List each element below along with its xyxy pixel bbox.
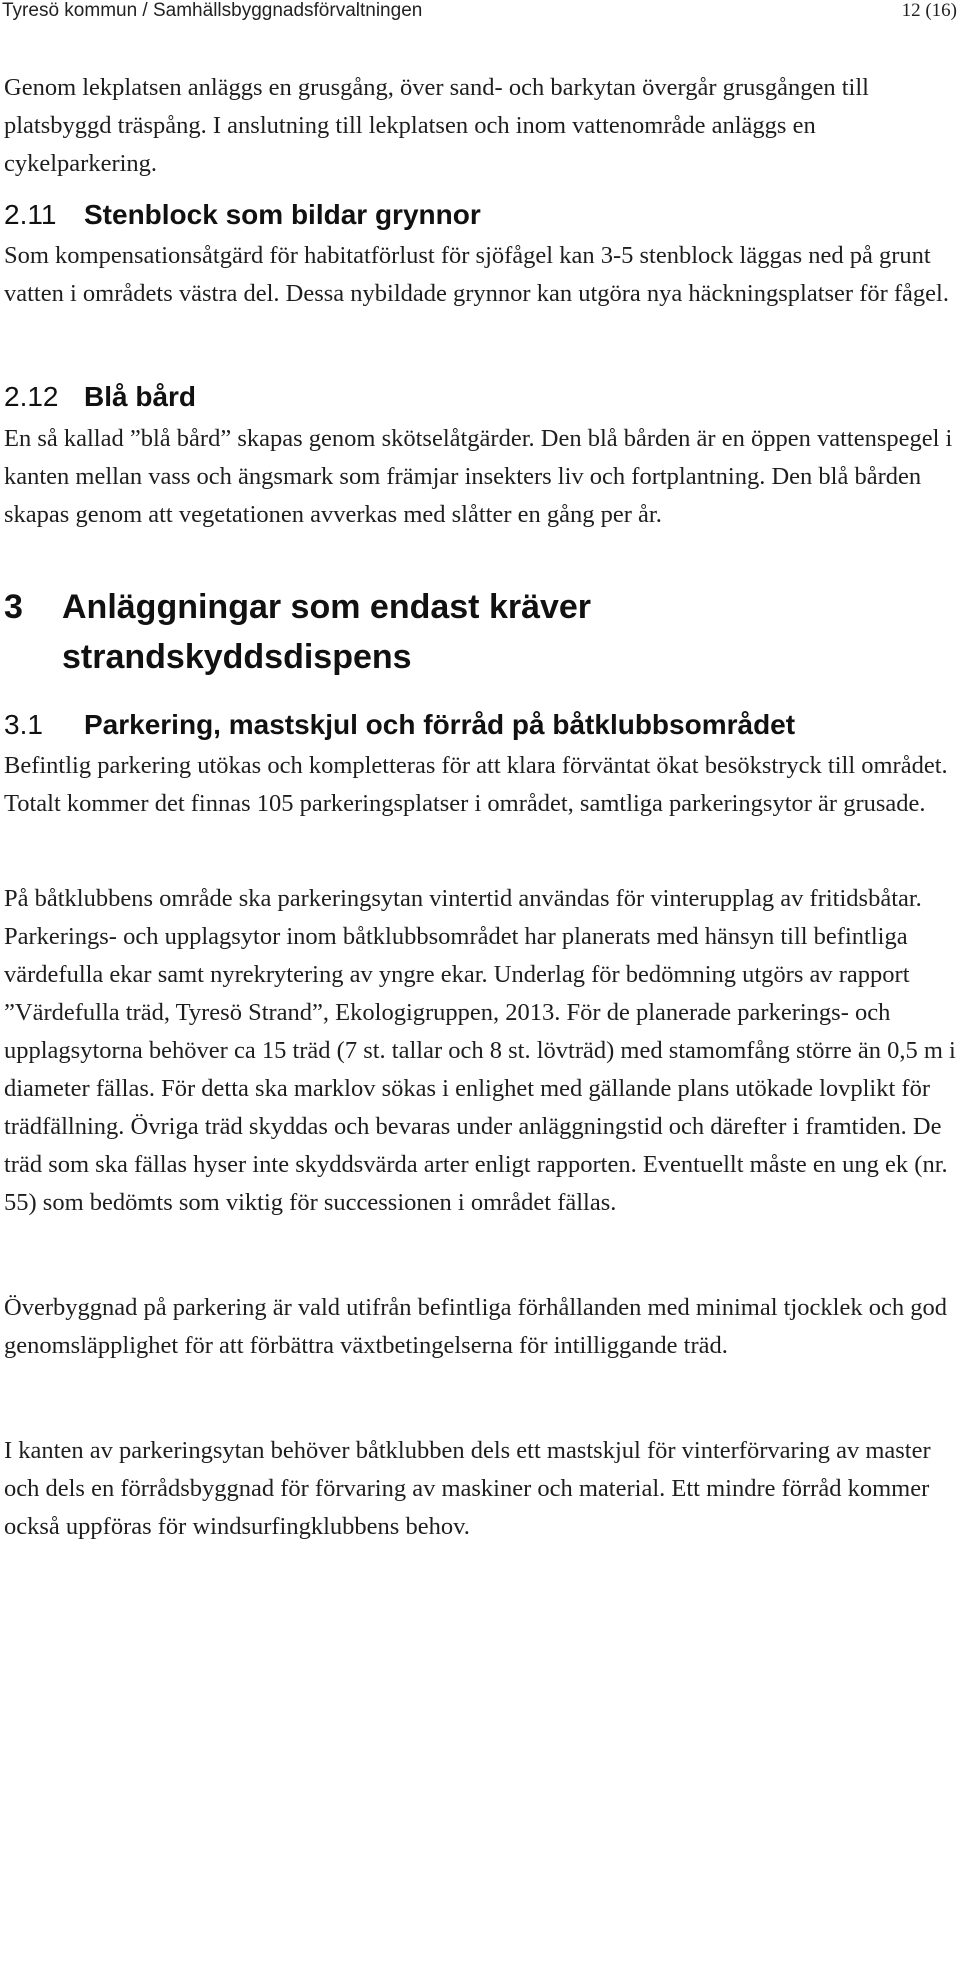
section-3-1-paragraph-1: Befintlig parkering utökas och kompletteras för att klara förväntat ökat besökstryck till området. Totalt kommer det finnas 105 parkeringsplatser i området, samtliga parkeringsytor är grusade. — [4, 752, 948, 817]
page-number: 12 (16) — [901, 0, 957, 21]
heading-title-line1: Anläggningar som endast kräver — [62, 588, 592, 626]
heading-title: Parkering, mastskjul och förråd på båtklubbsområdet — [84, 709, 796, 740]
heading-3-1 — [4, 708, 795, 742]
heading-number: 3 — [4, 588, 23, 626]
heading-2-11 — [4, 198, 481, 232]
section-2-11-paragraph: Som kompensationsåtgärd för habitatförlust för sjöfågel kan 3-5 stenblock läggas ned på grunt vatten i områdets västra del. Dessa nybildade grynnor kan utgöra nya häckningsplatser för fågel. — [4, 242, 949, 307]
section-3-1-paragraph-4: I kanten av parkeringsytan behöver båtklubben dels ett mastskjul för vinterförvaring av master och dels en förrådsbyggnad för förvaring av maskiner och material. Ett mindre förråd kommer också uppföras för windsurfingklubbens behov. — [4, 1437, 931, 1540]
page-header — [0, 0, 960, 30]
breadcrumb: Tyresö kommun / Samhällsbyggnadsförvaltningen — [2, 0, 423, 21]
section-3-1-paragraph-3: Överbyggnad på parkering är vald utifrån befintliga förhållanden med minimal tjocklek och god genomsläpplighet för att förbättra växtbetingelserna för intilliggande träd. — [4, 1294, 947, 1359]
heading-title: Blå bård — [84, 381, 197, 412]
section-2-12-paragraph: En så kallad ”blå bård” skapas genom skötselåtgärder. Den blå bården är en öppen vattenspegel i kanten mellan vass och ängsmark som främjar insekters liv och fortplantning. Den blå bården skapas genom att vegetationen avverkas med slåtter en gång per år. — [4, 425, 953, 528]
heading-3 — [4, 582, 591, 682]
heading-title-line2: strandskyddsdispens — [62, 638, 412, 676]
section-3-1-paragraph-2: På båtklubbens område ska parkeringsytan vintertid användas för vinterupplag av fritidsbåtar. Parkerings- och upplagsytor inom båtklubbsområdet har planerats med hänsyn till befintliga värdefulla ekar samt nyrekrytering av yngre ekar. Underlag för bedömning utgörs av rapport ”Värdefulla träd, Tyresö Strand”, Ekologigruppen, 2013. För de planerade parkerings- och upplagsytorna behöver ca 15 träd (7 st. tallar och 8 st. lövträd) med stamomfång större än 0,5 m i diameter fällas. För detta ska marklov sökas i enlighet med gällande plans utökade lovplikt för trädfällning. Övriga träd skyddas och bevaras under anläggningstid och därefter i framtiden. De träd som ska fällas hyser inte skyddsvärda arter enligt rapporten. Eventuellt måste en ung ek (nr. 55) som bedömts som viktig för successionen i området fällas. — [4, 885, 956, 1216]
heading-number: 2.12 — [4, 381, 59, 412]
heading-title: Stenblock som bildar grynnor — [84, 199, 481, 230]
heading-number: 3.1 — [4, 709, 43, 740]
intro-paragraph: Genom lekplatsen anläggs en grusgång, över sand- och barkytan övergår grusgången till platsbyggd träspång. I anslutning till lekplatsen och inom vattenområde anläggs en cykelparkering. — [4, 74, 869, 177]
heading-2-12 — [4, 380, 196, 414]
heading-number: 2.11 — [4, 199, 57, 230]
